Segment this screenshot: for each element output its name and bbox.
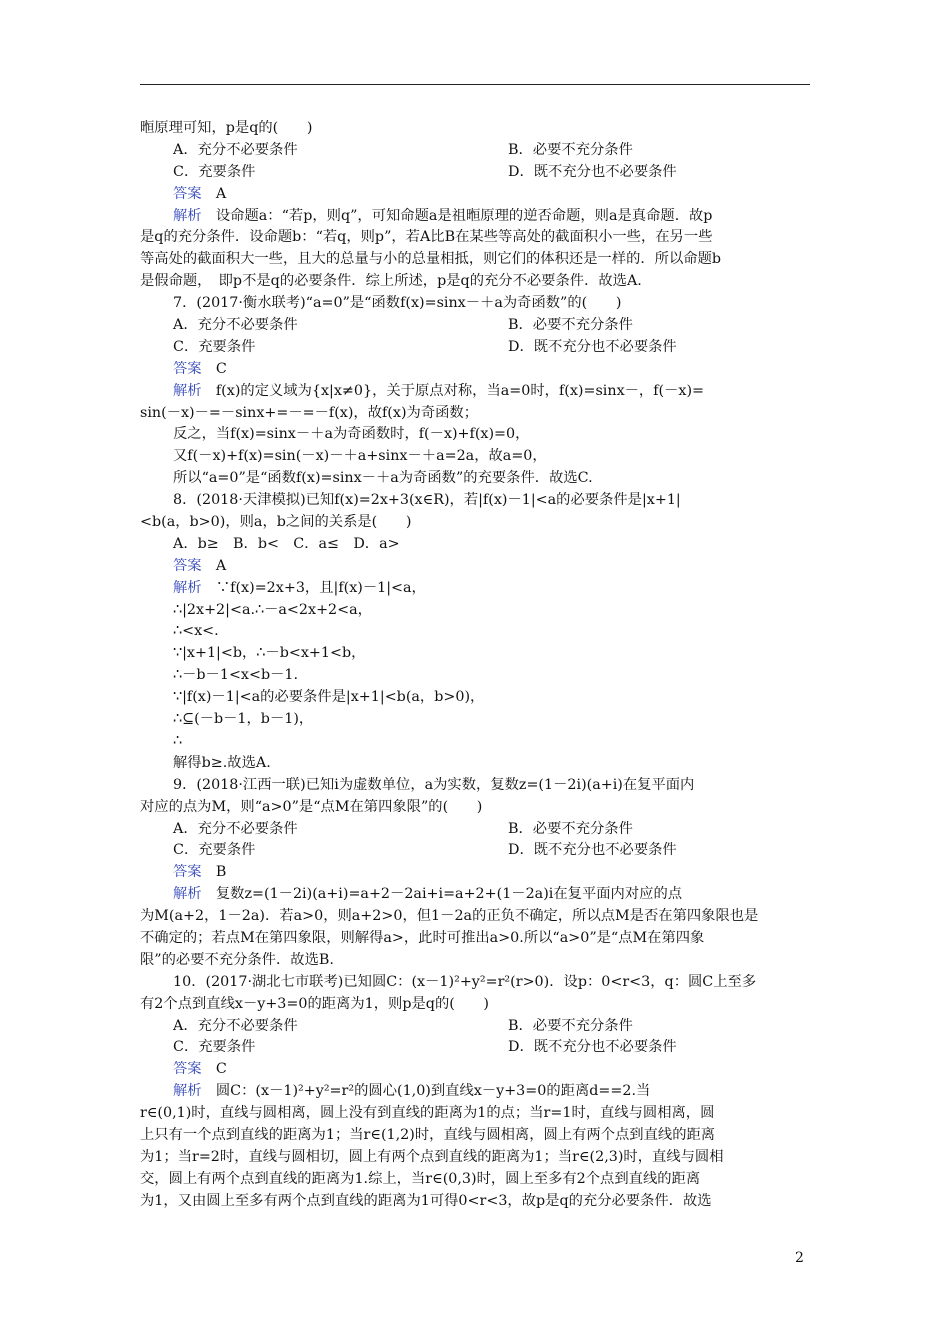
text-line: 是假命题， 即p不是q的必要条件．综上所述，p是q的充分不必要条件．故选A. <box>140 273 642 290</box>
text-line: 9．(2018·江西一联)已知i为虚数单位，a为实数，复数z=(1－2i)(a+i)在复平面内 <box>173 776 695 793</box>
option-row <box>140 1016 810 1038</box>
text-line: 7．(2017·衡水联考)“a=0”是“函数f(x)=sinx－＋a为奇函数”的( ) <box>173 295 622 312</box>
section-tag: 答案 <box>173 864 202 881</box>
option-row <box>140 140 810 162</box>
answer-line <box>140 184 810 206</box>
section-tag: 答案 <box>173 1061 202 1078</box>
text-line: 又f(－x)+f(x)=sin(－x)－＋a+sinx－＋a=2a，故a=0， <box>173 448 547 465</box>
section-tag: 答案 <box>173 360 202 377</box>
option-right: B．必要不充分条件 <box>508 1017 633 1034</box>
section-tag: 解析 <box>173 1083 202 1100</box>
text-line: 暅原理可知，p是q的( ) <box>140 120 313 136</box>
answer-line <box>140 884 810 906</box>
header-rule <box>140 84 810 85</box>
option-row <box>140 1037 810 1059</box>
option-row <box>140 819 810 841</box>
text-line: 所以“a=0”是“函数f(x)=sinx－＋a为奇函数”的充要条件．故选C. <box>173 470 593 487</box>
text-line: ∴－b－1<x<b－1. <box>173 667 299 684</box>
section-tag: 解析 <box>173 886 202 903</box>
option-right: B．必要不充分条件 <box>508 141 633 158</box>
text-line: ∴⊆(－b－1，b－1)， <box>173 711 314 728</box>
answer-line <box>140 862 810 884</box>
line-text: A <box>201 185 227 202</box>
option-right: B．必要不充分条件 <box>508 317 633 334</box>
text-line: 等高处的截面积大一些，且大的总量与小的总量相抵，则它们的体积还是一样的．所以命题b <box>140 251 722 268</box>
section-tag: 解析 <box>173 382 202 399</box>
text-line: ∴ <box>173 732 183 749</box>
answer-line <box>140 578 810 600</box>
section-tag: 解析 <box>173 207 202 224</box>
text-line: 上只有一个点到直线的距离为1；当r∈(1,2)时，直线与圆相离，圆上有两个点到直线的距离 <box>140 1126 716 1143</box>
line-text: A <box>201 557 227 574</box>
option-right: D．既不充分也不必要条件 <box>508 1039 677 1056</box>
text-line: 为1，又由圆上至多有两个点到直线的距离为1可得0<r<3，故p是q的充分必要条件．故选 <box>140 1192 712 1209</box>
answer-line <box>140 381 810 403</box>
option-left: A．充分不必要条件 <box>173 820 298 837</box>
page-number: 2 <box>795 1250 804 1266</box>
line-text: f(x)的定义域为{x|x≠0}，关于原点对称，当a=0时，f(x)=sinx－，f(－x)= <box>201 382 705 399</box>
line-text: 圆C：(x－1)²+y²=r²的圆心(1,0)到直线x－y+3=0的距离d==2.当 <box>201 1083 651 1100</box>
answer-line <box>140 556 810 578</box>
document-body <box>140 118 810 1213</box>
text-line: 8．(2018·天津模拟)已知f(x)=2x+3(x∈R)，若|f(x)－1|<a的必要条件是|x+1| <box>173 492 681 509</box>
option-left: A．充分不必要条件 <box>173 1017 298 1034</box>
text-line: r∈(0,1)时，直线与圆相离，圆上没有到直线的距离为1的点；当r=1时，直线与圆相离，圆 <box>140 1105 715 1122</box>
line-text: C <box>201 1061 227 1078</box>
section-tag: 答案 <box>173 557 202 574</box>
answer-line <box>140 1081 810 1103</box>
answer-line <box>140 359 810 381</box>
text-line: 限”的必要不充分条件．故选B. <box>140 951 334 968</box>
option-right: B．必要不充分条件 <box>508 820 633 837</box>
option-row <box>140 315 810 337</box>
text-line: ∴|2x+2|<a.∴－a<2x+2<a， <box>173 601 372 618</box>
text-line: 反之，当f(x)=sinx－＋a为奇函数时，f(－x)+f(x)=0， <box>173 426 530 443</box>
answer-line <box>140 206 810 228</box>
text-line: 对应的点为M，则“a>0”是“点M在第四象限”的( ) <box>140 798 483 815</box>
text-line: 为1；当r=2时，直线与圆相切，圆上有两个点到直线的距离为1；当r∈(2,3)时，直线与圆相 <box>140 1148 724 1165</box>
line-text: ∵f(x)=2x+3，且|f(x)－1|<a， <box>201 579 426 596</box>
text-line: 是q的充分条件．设命题b：“若q，则p”，若A比B在某些等高处的截面积小一些，在另一些 <box>140 229 713 246</box>
text-line: 为M(a+2，1－2a)．若a>0，则a+2>0，但1－2a的正负不确定，所以点M是否在第四象限也是 <box>140 908 759 925</box>
option-row <box>140 337 810 359</box>
text-line: A．b≥ B．b< C．a≤ D．a> <box>173 535 400 552</box>
text-line: 有2个点到直线x－y+3=0的距离为1，则p是q的( ) <box>140 995 489 1012</box>
text-line: <b(a，b>0)，则a，b之间的关系是( ) <box>140 514 412 531</box>
option-row <box>140 840 810 862</box>
line-text: 设命题a：“若p，则q”，可知命题a是祖暅原理的逆否命题，则a是真命题．故p <box>201 207 713 224</box>
text-line: ∴<x<. <box>173 623 219 640</box>
option-right: D．既不充分也不必要条件 <box>508 338 677 355</box>
option-left: C．充要条件 <box>173 842 256 859</box>
text-line: ∵|x+1|<b，∴－b<x+1<b， <box>173 645 366 662</box>
text-line: 不确定的；若点M在第四象限，则解得a>，此时可推出a>0.所以“a>0”是“点M在第四象 <box>140 929 705 946</box>
text-line: 解得b≥.故选A. <box>173 754 271 771</box>
option-row <box>140 162 810 184</box>
section-tag: 答案 <box>173 185 202 202</box>
option-left: C．充要条件 <box>173 1039 256 1056</box>
text-line: 交，圆上有两个点到直线的距离为1.综上，当r∈(0,3)时，圆上至多有2个点到直线的距离 <box>140 1170 701 1187</box>
answer-line <box>140 1059 810 1081</box>
option-left: C．充要条件 <box>173 338 256 355</box>
option-right: D．既不充分也不必要条件 <box>508 842 677 859</box>
text-line: sin(－x)－=－sinx+=－=－f(x)，故f(x)为奇函数； <box>140 404 479 421</box>
line-text: B <box>201 864 227 881</box>
text-line: 10．(2017·湖北七市联考)已知圆C：(x－1)²+y²=r²(r>0)．设p：0<r<3，q：圆C上至多 <box>173 973 757 990</box>
line-text: 复数z=(1－2i)(a+i)=a+2－2ai+i=a+2+(1－2a)i在复平面内对应的点 <box>201 886 683 903</box>
line-text: C <box>201 360 227 377</box>
option-left: C．充要条件 <box>173 163 256 180</box>
option-left: A．充分不必要条件 <box>173 141 298 158</box>
option-right: D．既不充分也不必要条件 <box>508 163 677 180</box>
section-tag: 解析 <box>173 579 202 596</box>
option-left: A．充分不必要条件 <box>173 317 298 334</box>
text-line: ∵|f(x)－1|<a的必要条件是|x+1|<b(a，b>0)， <box>173 689 485 706</box>
